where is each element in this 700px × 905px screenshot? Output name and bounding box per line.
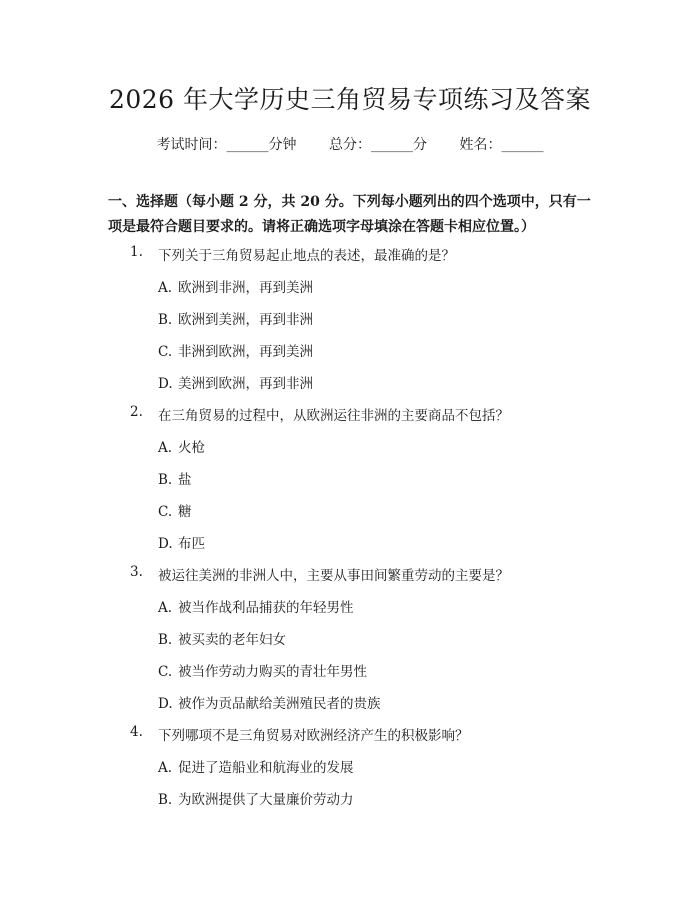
option-text: 被当作战利品捕获的年轻男性 [178,600,354,616]
exam-meta [0,134,700,154]
option-letter: A. [158,440,173,456]
option-letter: B. [158,312,173,328]
option-3b [158,628,286,648]
option-text: 火枪 [178,440,205,456]
option-text: 盐 [178,472,192,488]
option-letter: A. [158,600,173,616]
option-2c [158,500,192,520]
option-letter: D. [158,536,173,552]
option-text: 被当作劳动力购买的青壮年男性 [178,664,367,680]
option-letter: B. [158,632,173,648]
option-text: 欧洲到非洲，再到美洲 [178,280,313,296]
option-1b [158,308,313,328]
option-3c [158,660,367,680]
total-score-field: 总分：______分 [329,137,427,153]
section-heading: 一、选择题（每小题 2 分，共 20 分。下列每小题列出的四个选项中，只有一项是最符合题目要求的。请将正确选项字母填涂在答题卡相应位置。） [108,194,591,235]
exam-time-field: 考试时间：______分钟 [156,137,297,153]
option-text: 非洲到欧洲，再到美洲 [178,344,313,360]
option-letter: B. [158,792,173,808]
option-text: 促进了造船业和航海业的发展 [178,760,354,776]
question-text: 在三角贸易的过程中，从欧洲运往非洲的主要商品不包括？ [158,408,509,424]
option-1d [158,372,313,392]
option-4a [158,756,354,776]
question-number: 1. [130,244,143,260]
option-1a [158,276,313,296]
question-text: 被运往美洲的非洲人中，主要从事田间繁重劳动的主要是？ [158,568,509,584]
question-text: 下列哪项不是三角贸易对欧洲经济产生的积极影响？ [158,728,469,744]
option-text: 被买卖的老年妇女 [178,632,286,648]
question-text: 下列关于三角贸易起止地点的表述，最准确的是？ [158,248,455,264]
page-title: 2026 年大学历史三角贸易专项练习及答案 [108,85,592,114]
option-text: 欧洲到美洲，再到非洲 [178,312,313,328]
option-4b [158,788,354,808]
option-text: 糖 [178,504,192,520]
option-text: 为欧洲提供了大量廉价劳动力 [178,792,354,808]
option-2d [158,532,205,552]
question-number: 4. [130,724,143,740]
option-text: 布匹 [178,536,205,552]
option-letter: D. [158,696,173,712]
option-letter: D. [158,376,173,392]
option-letter: C. [158,344,173,360]
option-2a [158,436,205,456]
option-text: 被作为贡品献给美洲殖民者的贵族 [178,696,381,712]
option-letter: A. [158,760,173,776]
question-number: 2. [130,404,143,420]
option-text: 美洲到欧洲，再到非洲 [178,376,313,392]
option-letter: C. [158,664,173,680]
name-field: 姓名：______ [459,137,544,153]
option-letter: A. [158,280,173,296]
option-letter: C. [158,504,173,520]
option-1c [158,340,313,360]
option-3d [158,692,381,712]
option-letter: B. [158,472,173,488]
option-2b [158,468,192,488]
question-number: 3. [130,564,143,580]
option-3a [158,596,354,616]
